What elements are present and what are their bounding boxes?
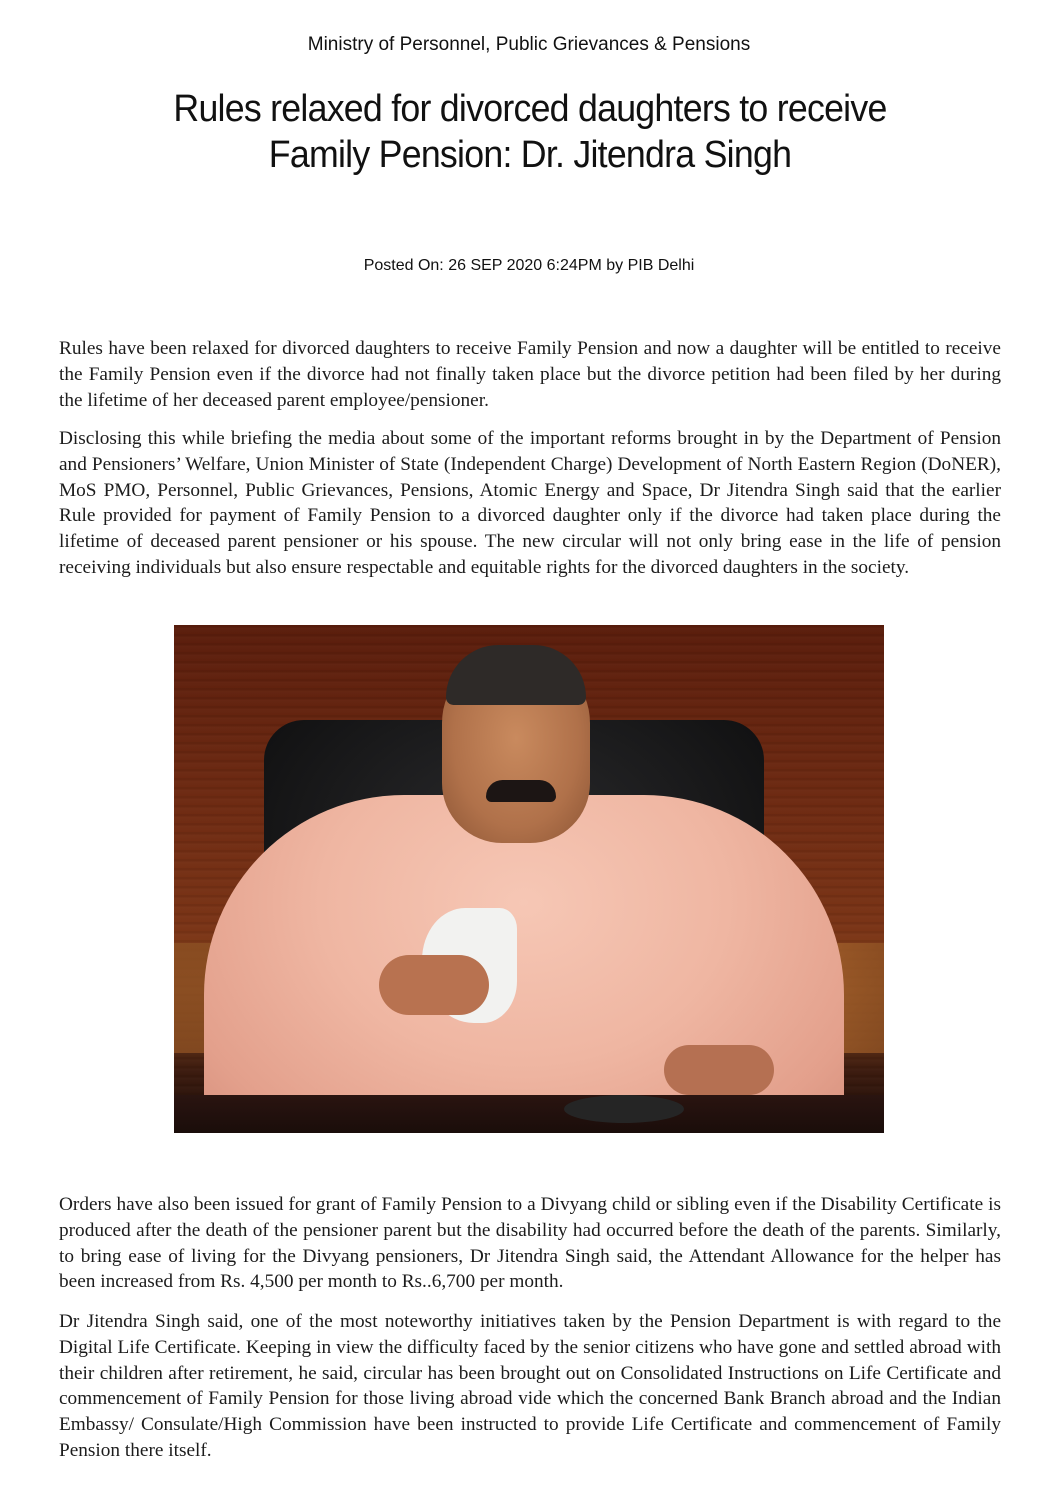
desk-device bbox=[564, 1095, 684, 1123]
title-line-2: Family Pension: Dr. Jitendra Singh bbox=[268, 134, 792, 176]
title-line-1: Rules relaxed for divorced daughters to receive bbox=[173, 88, 887, 130]
person-mustache bbox=[486, 780, 556, 802]
right-hand bbox=[664, 1045, 774, 1095]
article-paragraph-2: Disclosing this while briefing the media about some of the important reforms brought in by the Department of Pension and Pensioners’ Welfare, Union Minister of State (Independent Charge) Development of North Eastern Region (DoNER), MoS PMO, Personnel, Public Grievances, Pensions, Atomic Energy and Space, Dr Jitendra Singh said that the earlier Rule provided for payment of Family Pension to a divorced daughter only if the divorce had taken place during the lifetime of deceased parent pensioner or his spouse. The new circular will not only bring ease in the life of pension receiving individuals but also ensure respectable and equitable rights for the divorced daughters in the society. bbox=[59, 428, 1001, 578]
article-paragraph-3: Orders have also been issued for grant of Family Pension to a Divyang child or sibling even if the Disability Certificate is produced after the death of the pensioner parent but the disability had occurred before the death of the parents. Similarly, to bring ease of living for the Divyang pensioners, Dr Jitendra Singh said, the Attendant Allowance for the helper has been increased from Rs. 4,500 per month to Rs..6,700 per month. bbox=[59, 1194, 1001, 1293]
page-title bbox=[88, 86, 972, 178]
article-photo bbox=[174, 625, 884, 1133]
ministry-header: Ministry of Personnel, Public Grievances & Pensions bbox=[307, 34, 751, 55]
posted-on-line: Posted On: 26 SEP 2020 6:24PM by PIB Delhi bbox=[363, 257, 695, 274]
article-paragraph-1: Rules have been relaxed for divorced daughters to receive Family Pension and now a daughter will be entitled to receive the Family Pension even if the divorce had not finally taken place but the divorce petition had been filed by her during the lifetime of her deceased parent employee/pensioner. bbox=[59, 338, 1001, 411]
article-paragraph-4: Dr Jitendra Singh said, one of the most noteworthy initiatives taken by the Pension Department is with regard to the Digital Life Certificate. Keeping in view the difficulty faced by the senior citizens who have gone and settled abroad with their children after retirement, he said, circular has been brought out on Consolidated Instructions on Life Certificate and commencement of Family Pension for those living abroad vide which the concerned Bank Branch abroad and the Indian Embassy/ Consulate/High Commission have been instructed to provide Life Certificate and commencement of Family Pension there itself. bbox=[59, 1311, 1001, 1461]
left-hand bbox=[379, 955, 489, 1015]
desk bbox=[174, 1095, 884, 1133]
